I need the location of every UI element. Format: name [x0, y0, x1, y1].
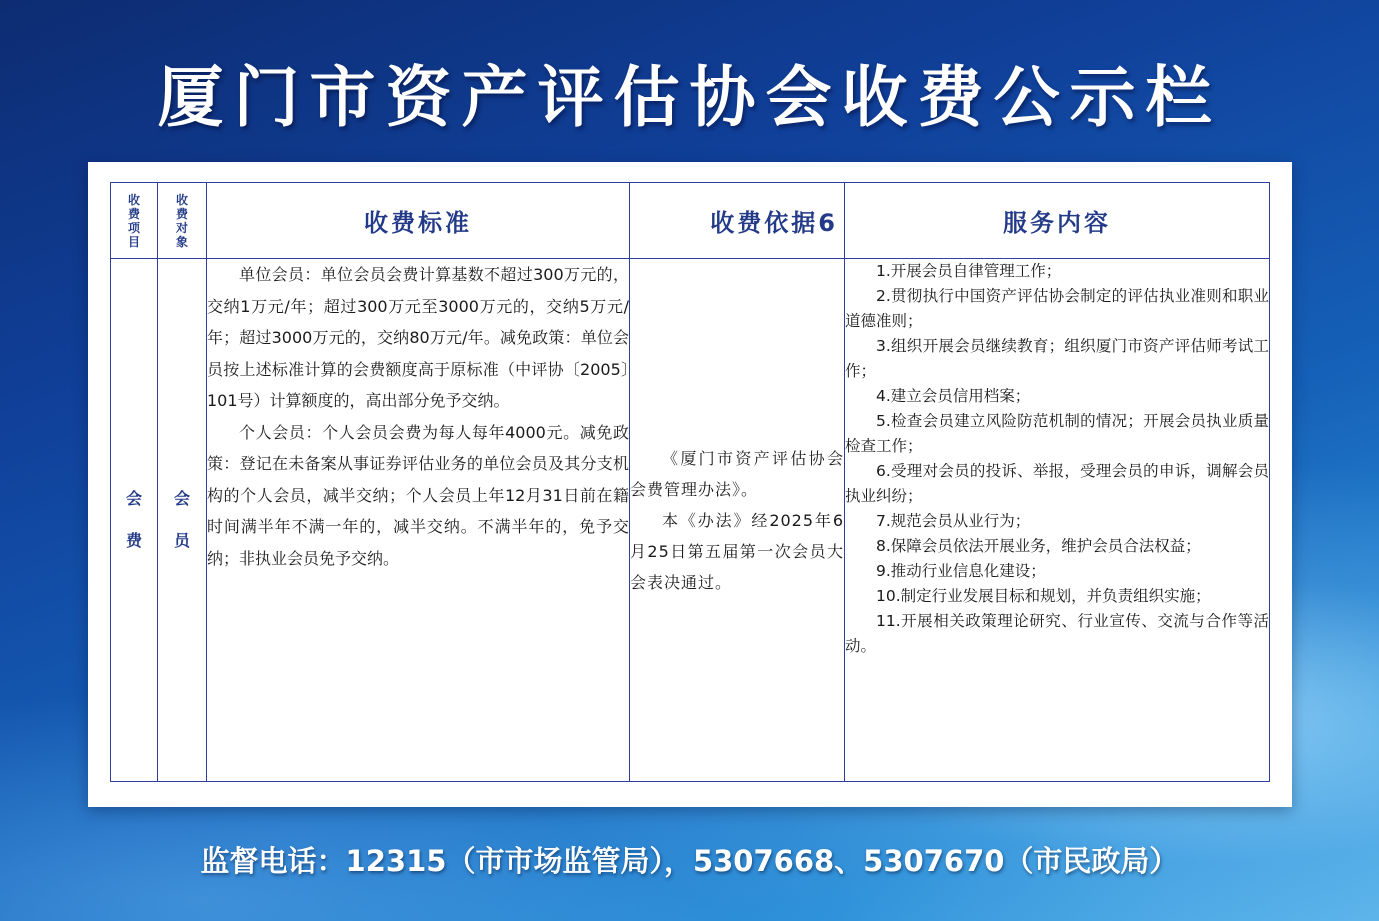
service-item: 11.开展相关政策理论研究、行业宣传、交流与合作等活动。: [845, 612, 1269, 655]
page-title: 厦门市资产评估协会收费公示栏: [157, 58, 1222, 136]
service-item: 3.组织开展会员继续教育；组织厦门市资产评估师考试工作；: [845, 337, 1269, 380]
service-item: 6.受理对会员的投诉、举报，受理会员的申诉，调解会员执业纠纷；: [845, 462, 1269, 505]
header-fee-target: [158, 183, 207, 259]
service-item: 7.规范会员从业行为；: [876, 512, 1031, 530]
cell-fee-basis: [630, 259, 845, 782]
fee-target-value: 会员: [174, 489, 191, 550]
basis-document: 《厦门市资产评估协会会费管理办法》。: [630, 448, 844, 499]
standard-individual-member: 个人会员：个人会员会费为每人每年4000元。减免政策：登记在未备案从事证券评估业务的单位会员及其分支机构的个人会员，减半交纳；个人会员上年12月31日前在籍时间满半年不满一年的，减半交纳。不满半年的，免予交纳；非执业会员免予交纳。: [207, 422, 629, 568]
cell-service-content: [845, 259, 1270, 782]
cell-fee-standard: [207, 259, 630, 782]
standard-unit-member: 单位会员：单位会员会费计算基数不超过300万元的，交纳1万元/年；超过300万元至3000万元的，交纳5万元/年；超过3000万元的，交纳80万元/年。减免政策：单位会员按上述标准计算的会费额度高于原标准（中评协〔2005〕101号）计算额度的，高出部分免予交纳。: [207, 265, 629, 410]
basis-approval: 本《办法》经2025年6月25日第五届第一次会员大会表决通过。: [630, 510, 844, 592]
supervision-hotline: 监督电话：12315（市市场监管局），5307668、5307670（市民政局）: [200, 844, 1179, 878]
service-item: 10.制定行业发展目标和规划，并负责组织实施；: [876, 587, 1211, 605]
service-item: 9.推动行业信息化建设；: [876, 562, 1046, 580]
service-item: 4.建立会员信用档案；: [876, 387, 1031, 405]
cell-fee-item: [111, 259, 158, 782]
header-fee-item-label: 收费项目: [127, 192, 140, 249]
fee-item-value: 会费: [126, 489, 143, 550]
header-fee-target-label: 收费对象: [175, 192, 188, 249]
header-fee-basis: 收费依据6: [630, 183, 845, 259]
notice-panel: [88, 162, 1292, 807]
header-fee-standard: 收费标准: [207, 183, 630, 259]
service-item: 5.检查会员建立风险防范机制的情况；开展会员执业质量检查工作；: [845, 412, 1269, 455]
table-header-row: [111, 183, 1270, 259]
header-service-content: 服务内容: [845, 183, 1270, 259]
table-row: [111, 259, 1270, 782]
cell-fee-target: [158, 259, 207, 782]
header-fee-item: [111, 183, 158, 259]
fee-table: [110, 182, 1270, 782]
service-item: 2.贯彻执行中国资产评估协会制定的评估执业准则和职业道德准则；: [845, 287, 1269, 330]
service-item: 8.保障会员依法开展业务，维护会员合法权益；: [876, 537, 1201, 555]
service-item: 1.开展会员自律管理工作；: [876, 262, 1062, 280]
